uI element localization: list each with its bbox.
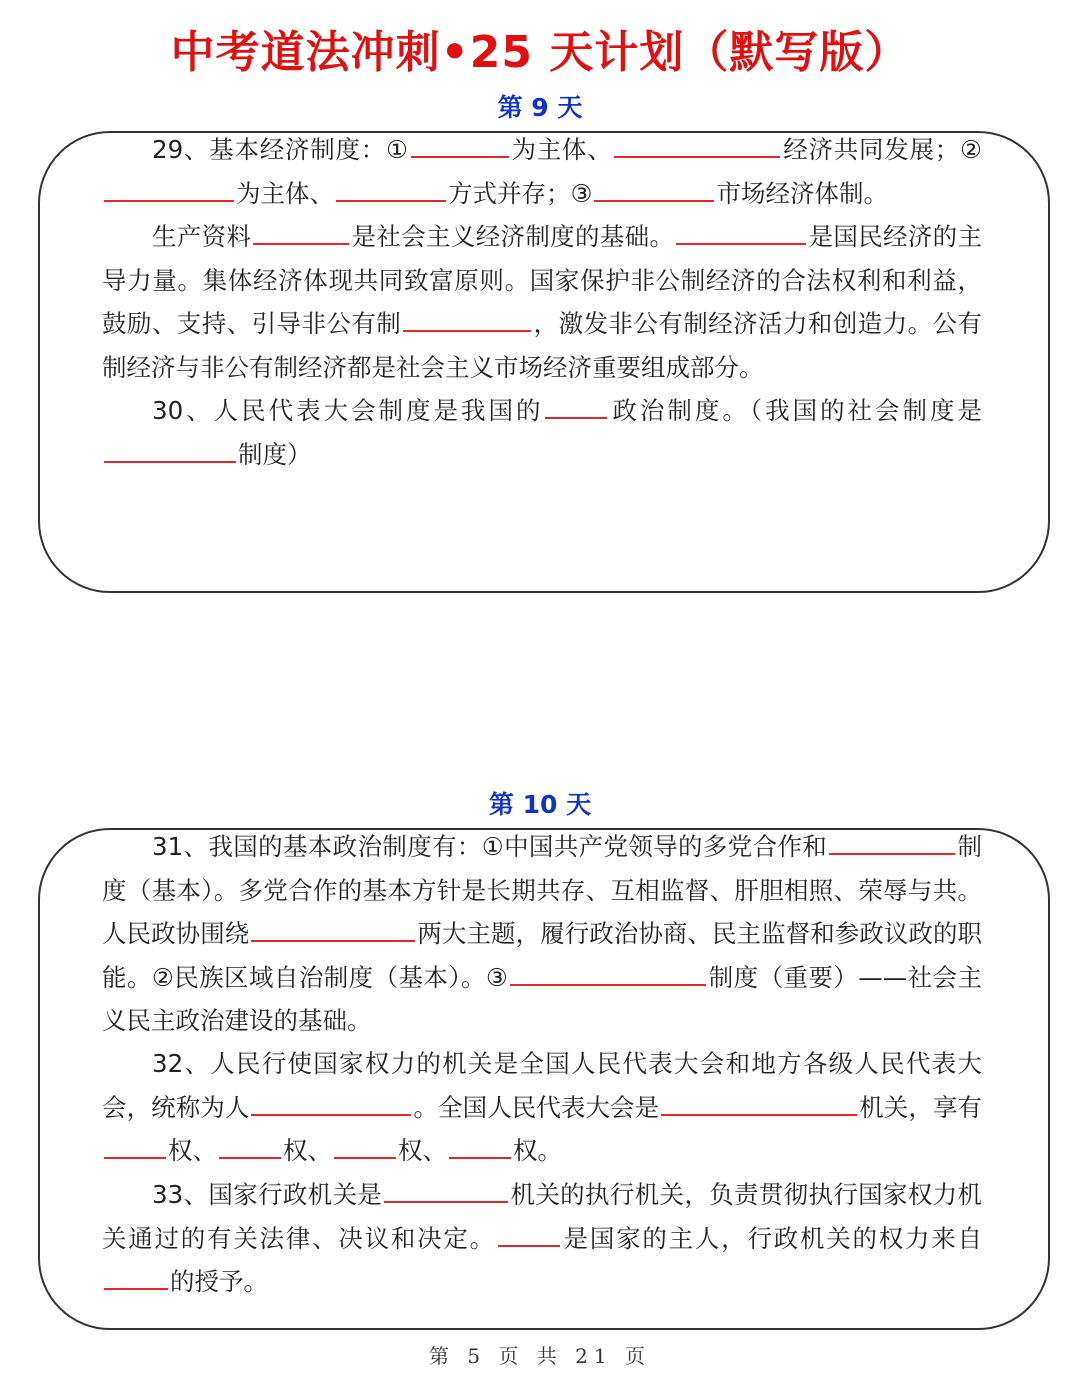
blank[interactable] (510, 958, 706, 986)
q32-text-6: 权、 (398, 1136, 447, 1165)
blank[interactable] (219, 1131, 281, 1159)
blank[interactable] (104, 1262, 168, 1290)
question-29 (102, 128, 982, 215)
day-9-heading: 第 9 天 (497, 93, 583, 122)
blank[interactable] (384, 1175, 508, 1203)
question-31 (102, 825, 982, 1043)
blank[interactable] (253, 217, 349, 245)
blank[interactable] (661, 1088, 857, 1116)
q33-text-2: 机关的执行机关，负责贯彻执行国家权力机关通过的有关法律、决议和决定。 (102, 1180, 982, 1253)
blank[interactable] (829, 827, 955, 855)
q31-text-3: 两大主题，履行政治协商、民主监督和参政议政的职能。②民族区域自治制度（基本）。③ (102, 919, 982, 992)
q32-text-1: 32、人民行使国家权力的机关是全国人民代表大会和地方各级人民代表大会，统称为人 (102, 1049, 982, 1122)
question-32 (102, 1042, 982, 1173)
q29-text-2: 为主体、 (510, 135, 613, 164)
p2-text-2: 是社会主义经济制度的基础。 (351, 222, 675, 251)
q33-text-1: 33、国家行政机关是 (152, 1180, 383, 1209)
blank[interactable] (104, 1131, 166, 1159)
q30-text-1: 30、人民代表大会制度是我国的 (152, 396, 544, 425)
blank[interactable] (251, 914, 415, 942)
blank[interactable] (403, 304, 531, 332)
q33-text-3: 是国家的主人，行政机关的权力来自 (561, 1223, 983, 1253)
p2-text-3: 是国民经济的主导力量。集体经济体现共同致富原则。国家保护非公制经济的合法权利和利益，鼓励、支持、引导非公有制 (102, 222, 983, 338)
blank[interactable] (594, 174, 714, 202)
q29-text-3: 经济共同发展；② (782, 135, 982, 164)
blank[interactable] (334, 1131, 396, 1159)
blank[interactable] (251, 1088, 411, 1116)
q32-text-5: 权、 (283, 1136, 332, 1165)
q32-text-2: 。全国人民代表大会是 (413, 1092, 660, 1122)
q32-text-7: 权。 (513, 1136, 562, 1165)
page-title: 中考道法冲刺•25 天计划（默写版） (170, 27, 910, 78)
day-10-heading: 第 10 天 (488, 790, 592, 819)
blank[interactable] (449, 1131, 511, 1159)
p2-text-1: 生产资料 (152, 222, 252, 251)
question-30 (102, 389, 982, 476)
page-footer: 第 5 页 共 21 页 (429, 1344, 651, 1368)
q29-text-1: 29、基本经济制度：① (152, 135, 409, 164)
q32-text-4: 权、 (168, 1136, 217, 1165)
q29-text-4: 为主体、 (236, 178, 334, 208)
q29-text-6: 市场经济体制。 (716, 178, 888, 208)
blank[interactable] (545, 391, 607, 419)
blank[interactable] (676, 217, 806, 245)
question-33 (102, 1173, 982, 1304)
blank[interactable] (498, 1219, 560, 1247)
blank[interactable] (411, 130, 509, 158)
blank[interactable] (614, 130, 780, 158)
q31-text-2: 制度（基本）。多党合作的基本方针是长期共存、互相监督、肝胆相照、荣辱与共。人民政协围绕 (102, 832, 983, 948)
q29-text-5: 方式并存；③ (448, 178, 593, 208)
blank[interactable] (104, 435, 236, 463)
q30-text-3: 制度） (238, 439, 312, 469)
economy-paragraph (102, 215, 982, 389)
q30-text-2: 政治制度。（我国的社会制度是 (609, 396, 982, 425)
p2-text-4: ，激发非公有制经济活力和创造力。公有制经济与非公有制经济都是社会主义市场经济重要组成部分。 (102, 309, 983, 382)
blank[interactable] (104, 174, 234, 202)
q33-text-4: 的授予。 (170, 1267, 268, 1296)
q31-text-1: 31、我国的基本政治制度有：①中国共产党领导的多党合作和 (152, 832, 828, 861)
q32-text-3: 机关，享有 (859, 1092, 983, 1122)
blank[interactable] (336, 174, 446, 202)
q31-text-4: 制度（重要）——社会主义民主政治建设的基础。 (102, 962, 983, 1035)
